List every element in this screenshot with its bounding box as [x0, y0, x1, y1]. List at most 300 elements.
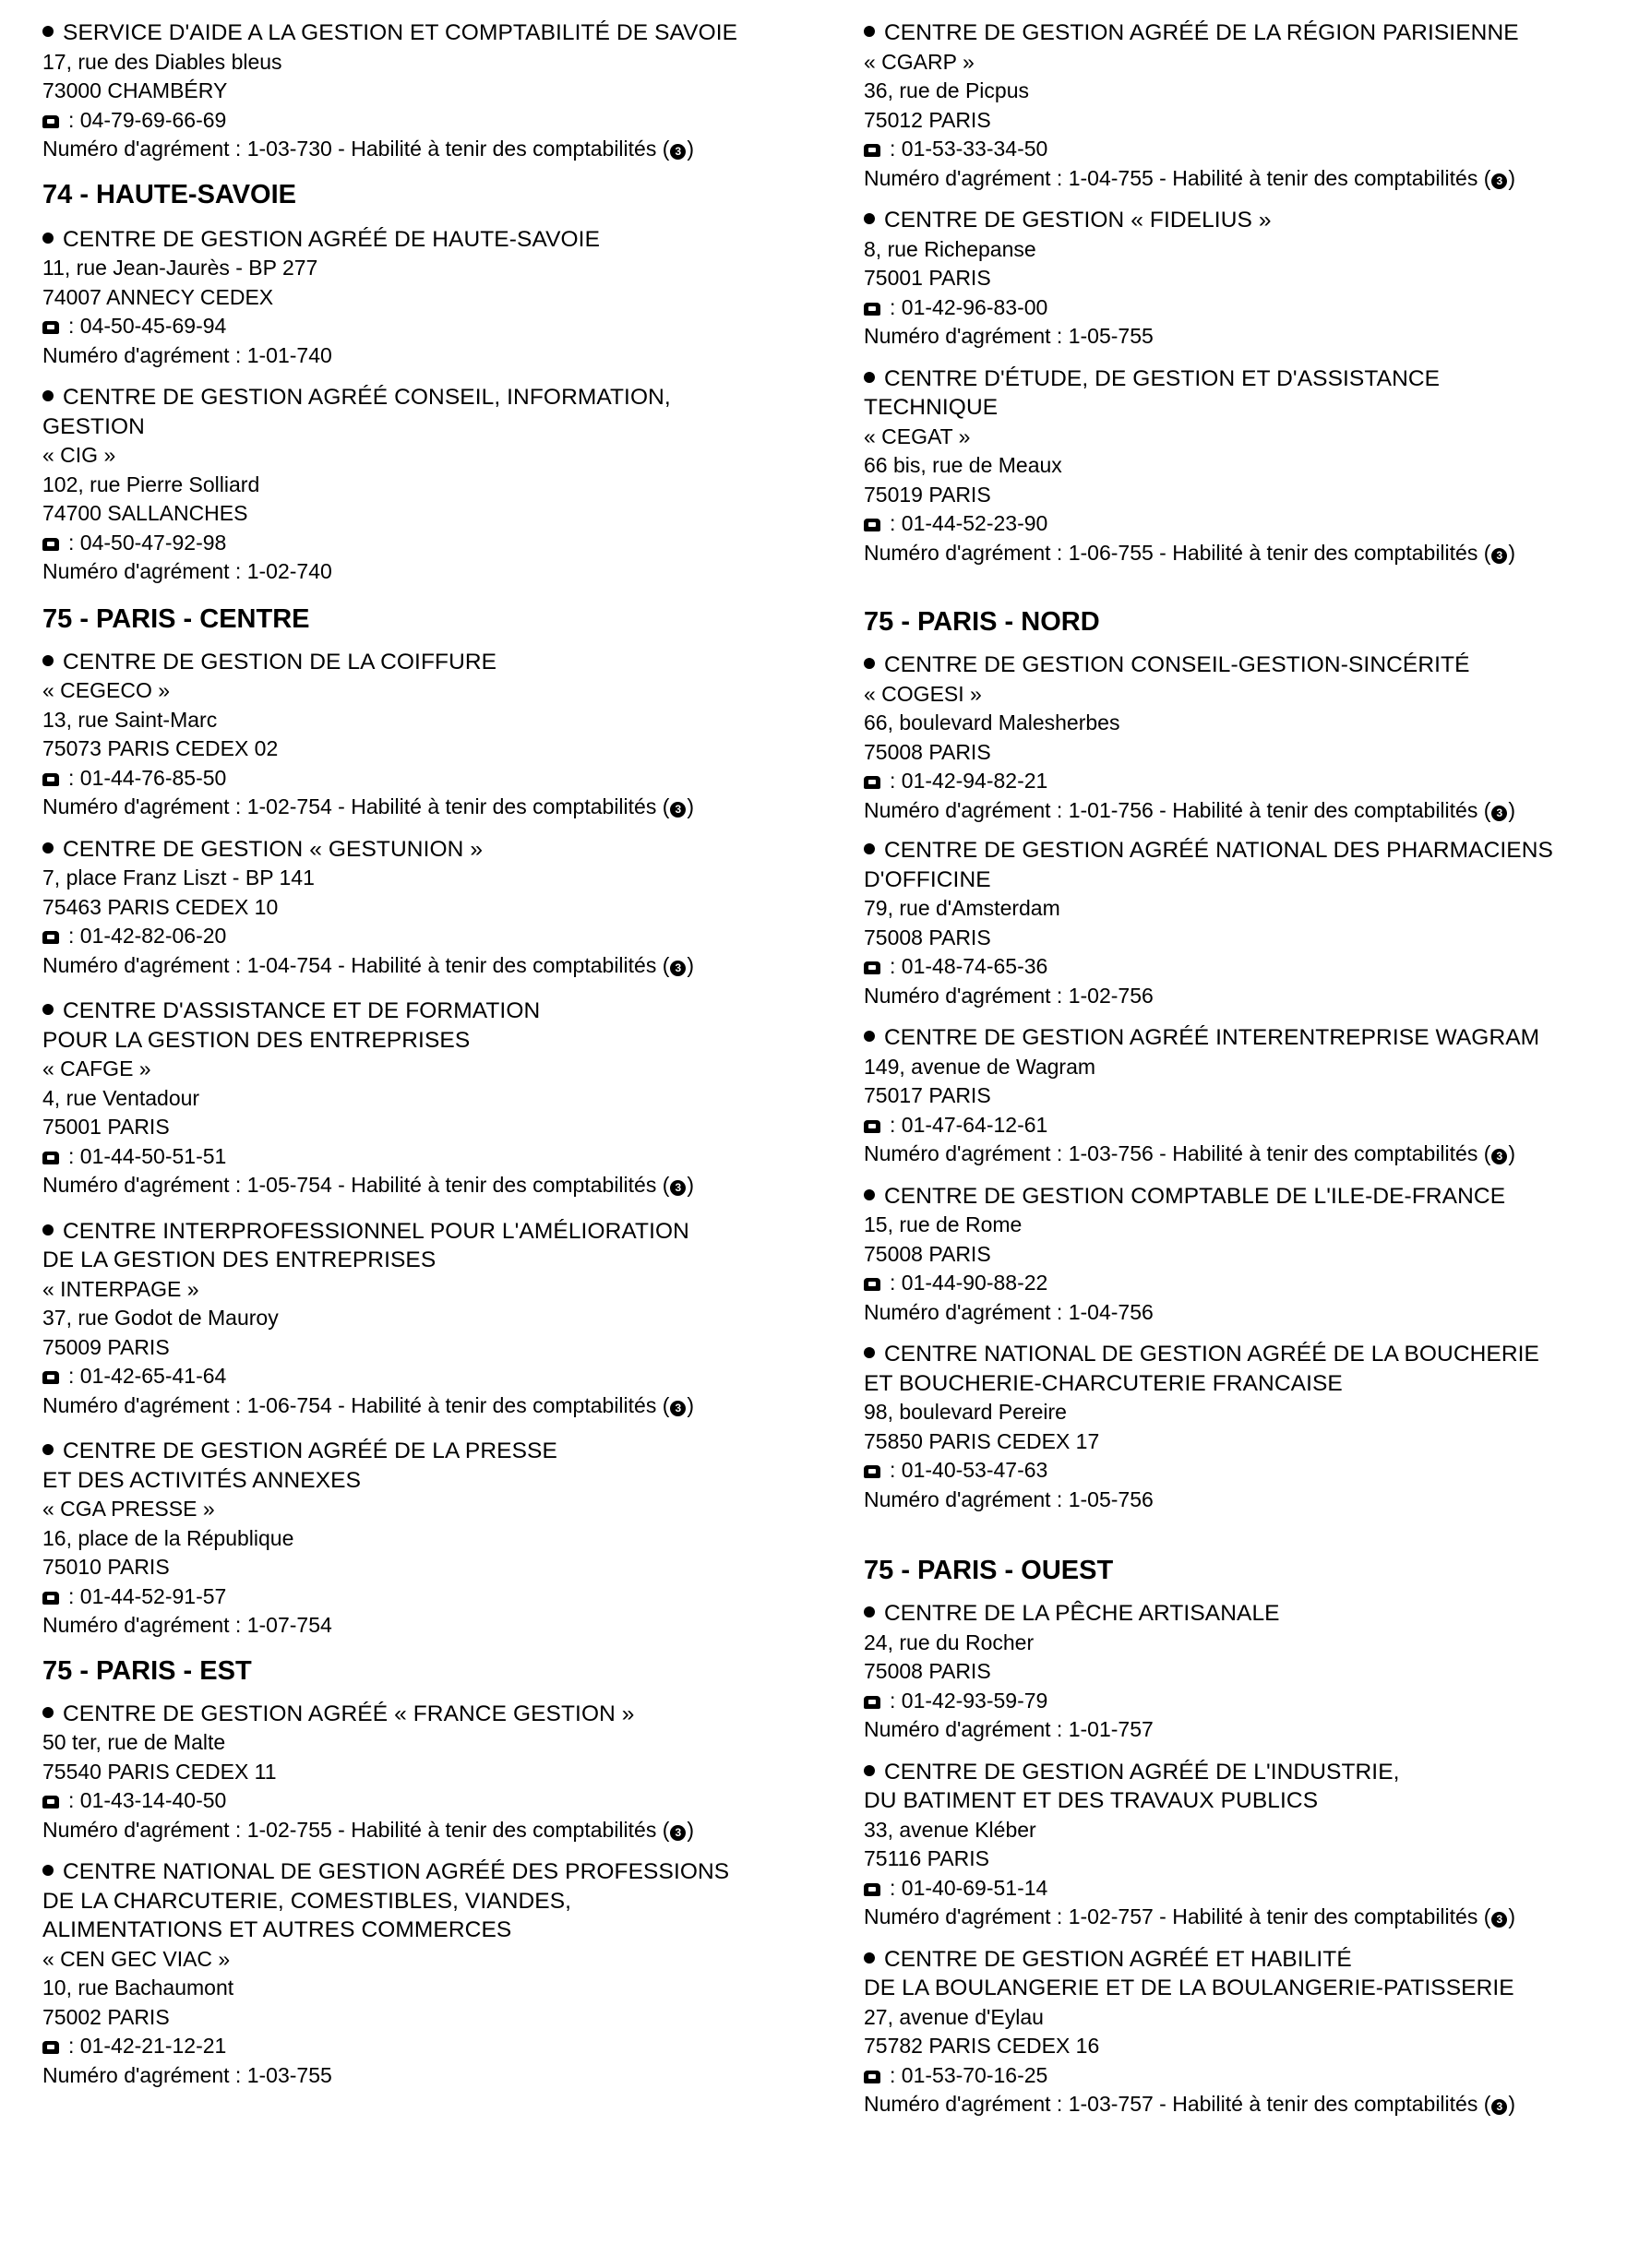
- entry-name-line: [864, 1369, 1621, 1399]
- address-line: 33, avenue Kléber: [864, 1817, 1036, 1842]
- entry-name: ALIMENTATIONS ET AUTRES COMMERCES: [42, 1917, 512, 1942]
- section-heading: 75 - PARIS - CENTRE: [42, 603, 310, 634]
- address-line: 75540 PARIS CEDEX 11: [42, 1759, 277, 1784]
- circled-number-icon: 3: [1491, 548, 1507, 564]
- phone-prefix: :: [68, 314, 80, 338]
- address-line: 75019 PARIS: [864, 482, 991, 507]
- phone-number: 01-53-70-16-25: [901, 2062, 1048, 2087]
- entry-name: ET DES ACTIVITÉS ANNEXES: [42, 1467, 362, 1493]
- circled-number-icon: 3: [670, 144, 686, 160]
- entry-name: CENTRE INTERPROFESSIONNEL POUR L'AMÉLIORATION: [63, 1218, 689, 1244]
- directory-entry: [42, 1437, 836, 1641]
- phone-number: 01-42-94-82-21: [901, 769, 1048, 793]
- phone-prefix: :: [68, 1788, 80, 1812]
- entry-name-line: [864, 364, 1621, 394]
- phone-prefix: :: [890, 1688, 902, 1713]
- phone-line: [42, 106, 836, 136]
- bullet-icon: [42, 1444, 54, 1455]
- agrement-line: [864, 164, 1621, 194]
- phone-number: 01-40-53-47-63: [901, 1458, 1048, 1482]
- entry-name: POUR LA GESTION DES ENTREPRISES: [42, 1027, 471, 1053]
- agrement-line: [864, 1715, 1621, 1745]
- phone-icon: [864, 519, 880, 531]
- phone-icon: [42, 2041, 59, 2054]
- phone-number: 01-43-14-40-50: [79, 1788, 227, 1812]
- bullet-icon: [42, 1707, 54, 1718]
- agrement-line: [42, 557, 836, 587]
- section-heading: 75 - PARIS - NORD: [864, 607, 1100, 637]
- agrement-text: Numéro d'agrément : 1-05-755: [864, 324, 1154, 348]
- address-line: 75116 PARIS: [864, 1846, 989, 1870]
- address-line: 75010 PARIS: [42, 1555, 170, 1579]
- phone-prefix: :: [890, 137, 902, 161]
- directory-entry: [42, 1857, 836, 2090]
- address-line: 75073 PARIS CEDEX 02: [42, 736, 279, 760]
- entry-name-line: [42, 383, 836, 412]
- phone-line: [864, 1456, 1621, 1486]
- entry-name: CENTRE DE GESTION COMPTABLE DE L'ILE-DE-FRANCE: [884, 1183, 1506, 1209]
- entry-name-line: [864, 836, 1621, 865]
- section-heading: 74 - HAUTE-SAVOIE: [42, 179, 297, 209]
- agrement-line: [864, 1298, 1621, 1328]
- entry-name-line: [42, 1217, 836, 1247]
- directory-entry: [864, 1945, 1621, 2119]
- bullet-icon: [864, 372, 875, 383]
- entry-name-line: [42, 835, 836, 865]
- entry-name-line: [42, 1466, 836, 1496]
- left-column: [42, 18, 836, 2090]
- entry-name-line: [864, 1340, 1621, 1369]
- address-line: 27, avenue d'Eylau: [864, 2004, 1044, 2029]
- closing-paren: ): [1508, 1904, 1516, 1928]
- address-line: « CEGAT »: [864, 424, 971, 448]
- entry-name-line: [42, 18, 836, 48]
- bullet-icon: [864, 1031, 875, 1042]
- address-line: 74700 SALLANCHES: [42, 501, 248, 525]
- agrement-line: [864, 2090, 1621, 2119]
- entry-name: TECHNIQUE: [864, 395, 999, 420]
- entry-name: CENTRE DE GESTION AGRÉÉ NATIONAL DES PHARMACIENS: [884, 838, 1553, 863]
- address-line: 75008 PARIS: [864, 1659, 991, 1683]
- phone-number: 01-44-76-85-50: [79, 765, 227, 790]
- phone-prefix: :: [68, 107, 80, 132]
- bullet-icon: [42, 390, 54, 401]
- agrement-text: Numéro d'agrément : 1-04-756: [864, 1299, 1154, 1324]
- phone-number: 04-79-69-66-69: [79, 107, 227, 132]
- agrement-text: Numéro d'agrément : 1-03-730 - Habilité à tenir des comptabilités (: [42, 137, 670, 161]
- phone-prefix: :: [890, 511, 902, 535]
- agrement-line: [42, 1611, 836, 1641]
- phone-line: [864, 1874, 1621, 1904]
- phone-icon: [864, 144, 880, 157]
- entry-name: CENTRE D'ASSISTANCE ET DE FORMATION: [63, 998, 541, 1023]
- address-line: 75463 PARIS CEDEX 10: [42, 894, 279, 919]
- phone-prefix: :: [890, 1112, 902, 1137]
- entry-name-line: [42, 648, 836, 677]
- bullet-icon: [42, 26, 54, 37]
- entry-name: DE LA GESTION DES ENTREPRISES: [42, 1247, 437, 1272]
- agrement-text: Numéro d'agrément : 1-02-740: [42, 559, 332, 583]
- entry-name: CENTRE NATIONAL DE GESTION AGRÉÉ DES PROFESSIONS: [63, 1859, 730, 1884]
- agrement-line: [42, 341, 836, 371]
- address-line: « CAFGE »: [42, 1056, 151, 1080]
- entry-name: CENTRE DE GESTION « GESTUNION »: [63, 836, 484, 862]
- agrement-text: Numéro d'agrément : 1-01-757: [864, 1717, 1154, 1741]
- phone-icon: [864, 2071, 880, 2083]
- agrement-line: [864, 539, 1621, 568]
- address-line: 75001 PARIS: [864, 266, 991, 290]
- entry-name: ET BOUCHERIE-CHARCUTERIE FRANCAISE: [864, 1370, 1343, 1396]
- entry-name: CENTRE DE GESTION « FIDELIUS »: [884, 208, 1272, 233]
- phone-number: 01-42-93-59-79: [901, 1688, 1048, 1713]
- right-column: [864, 18, 1621, 2119]
- agrement-text: Numéro d'agrément : 1-02-754 - Habilité à tenir des comptabilités (: [42, 794, 670, 818]
- agrement-text: Numéro d'agrément : 1-02-755 - Habilité à tenir des comptabilités (: [42, 1817, 670, 1842]
- address-line: « COGESI »: [864, 681, 982, 706]
- phone-line: [42, 1582, 836, 1612]
- circled-number-icon: 3: [1491, 806, 1507, 821]
- phone-number: 04-50-47-92-98: [79, 530, 227, 555]
- section-heading: 75 - PARIS - OUEST: [864, 1556, 1114, 1585]
- phone-line: [864, 1269, 1621, 1298]
- entry-name-line: [42, 997, 836, 1026]
- agrement-line: [864, 1140, 1621, 1169]
- agrement-text: Numéro d'agrément : 1-06-755 - Habilité à tenir des comptabilités (: [864, 540, 1491, 565]
- bullet-icon: [42, 1865, 54, 1876]
- phone-line: [42, 1786, 836, 1816]
- circled-number-icon: 3: [670, 1825, 686, 1841]
- entry-name: CENTRE DE GESTION AGRÉÉ « FRANCE GESTION »: [63, 1701, 635, 1726]
- circled-number-icon: 3: [1491, 173, 1507, 189]
- address-line: 66, boulevard Malesherbes: [864, 710, 1120, 734]
- agrement-line: [864, 796, 1621, 826]
- address-line: 24, rue du Rocher: [864, 1629, 1035, 1654]
- agrement-line: [42, 1171, 836, 1200]
- phone-number: 01-42-65-41-64: [79, 1364, 227, 1388]
- address-line: 15, rue de Rome: [864, 1212, 1023, 1236]
- closing-paren: ): [1508, 1141, 1516, 1165]
- circled-number-icon: 3: [1491, 2099, 1507, 2115]
- address-line: 75012 PARIS: [864, 107, 991, 132]
- directory-entry: [42, 648, 836, 822]
- phone-number: 01-48-74-65-36: [901, 954, 1048, 978]
- phone-icon: [864, 776, 880, 789]
- bullet-icon: [864, 658, 875, 669]
- entry-name: CENTRE DE GESTION DE LA COIFFURE: [63, 649, 497, 674]
- entry-name-line: [42, 1857, 836, 1887]
- directory-entry: [864, 1599, 1621, 1745]
- directory-entry: [864, 18, 1621, 193]
- phone-icon: [864, 1278, 880, 1291]
- entry-name: CENTRE DE GESTION AGRÉÉ ET HABILITÉ: [884, 1946, 1352, 1972]
- entry-name-line: [864, 206, 1621, 235]
- entry-name: CENTRE DE GESTION CONSEIL-GESTION-SINCÉRITÉ: [884, 652, 1470, 677]
- phone-prefix: :: [890, 769, 902, 793]
- phone-icon: [42, 1796, 59, 1808]
- entry-name: GESTION: [42, 413, 145, 439]
- phone-icon: [42, 115, 59, 128]
- bullet-icon: [864, 1606, 875, 1617]
- phone-prefix: :: [68, 765, 80, 790]
- bullet-icon: [42, 1004, 54, 1015]
- address-line: 75009 PARIS: [42, 1334, 170, 1359]
- phone-line: [864, 135, 1621, 164]
- agrement-text: Numéro d'agrément : 1-02-757 - Habilité à tenir des comptabilités (: [864, 1904, 1491, 1928]
- entry-name-line: [864, 1182, 1621, 1212]
- entry-name: DE LA CHARCUTERIE, COMESTIBLES, VIANDES,: [42, 1888, 572, 1914]
- phone-prefix: :: [890, 2062, 902, 2087]
- phone-line: [864, 952, 1621, 982]
- bullet-icon: [42, 1224, 54, 1235]
- entry-name-line: [864, 18, 1621, 48]
- address-line: 17, rue des Diables bleus: [42, 49, 282, 74]
- phone-number: 01-42-82-06-20: [79, 924, 227, 948]
- address-line: 75782 PARIS CEDEX 16: [864, 2034, 1100, 2058]
- phone-number: 01-53-33-34-50: [901, 137, 1048, 161]
- directory-entry: [864, 1758, 1621, 1932]
- entry-name-line: [864, 865, 1621, 895]
- closing-paren: ): [1508, 540, 1516, 565]
- entry-name-line: [42, 1700, 836, 1729]
- phone-line: [864, 293, 1621, 323]
- phone-line: [864, 767, 1621, 796]
- address-line: « CGARP »: [864, 49, 975, 74]
- phone-prefix: :: [890, 1271, 902, 1295]
- address-line: 37, rue Godot de Mauroy: [42, 1306, 279, 1330]
- address-line: 75002 PARIS: [42, 2004, 170, 2029]
- closing-paren: ): [687, 794, 695, 818]
- entry-name-line: [864, 1599, 1621, 1629]
- phone-prefix: :: [68, 1583, 80, 1608]
- entry-name-line: [864, 1945, 1621, 1975]
- phone-line: [42, 764, 836, 794]
- phone-icon: [42, 1371, 59, 1384]
- agrement-text: Numéro d'agrément : 1-07-754: [42, 1613, 332, 1637]
- entry-name-line: [42, 1437, 836, 1466]
- agrement-text: Numéro d'agrément : 1-02-756: [864, 983, 1154, 1008]
- phone-icon: [864, 1120, 880, 1133]
- bullet-icon: [864, 26, 875, 37]
- phone-icon: [42, 321, 59, 334]
- entry-name-line: [864, 1786, 1621, 1816]
- phone-icon: [42, 1592, 59, 1605]
- address-line: 4, rue Ventadour: [42, 1085, 200, 1110]
- directory-entry: [42, 225, 836, 371]
- address-line: 10, rue Bachaumont: [42, 1976, 234, 1999]
- phone-icon: [864, 1883, 880, 1896]
- phone-icon: [42, 538, 59, 551]
- phone-icon: [864, 1696, 880, 1709]
- address-line: « CGA PRESSE »: [42, 1497, 215, 1521]
- circled-number-icon: 3: [670, 1180, 686, 1196]
- agrement-text: Numéro d'agrément : 1-03-755: [42, 2062, 332, 2087]
- directory-entry: [864, 1023, 1621, 1169]
- phone-icon: [864, 303, 880, 316]
- agrement-line: [42, 135, 836, 164]
- bullet-icon: [864, 1189, 875, 1200]
- phone-prefix: :: [68, 1364, 80, 1388]
- phone-number: 04-50-45-69-94: [79, 314, 227, 338]
- address-line: 8, rue Richepanse: [864, 236, 1036, 261]
- directory-entry: [864, 651, 1621, 825]
- phone-prefix: :: [68, 530, 80, 555]
- closing-paren: ): [1508, 165, 1516, 190]
- entry-name: D'OFFICINE: [864, 866, 991, 892]
- circled-number-icon: 3: [1491, 1912, 1507, 1928]
- entry-name: CENTRE DE GESTION AGRÉÉ INTERENTREPRISE WAGRAM: [884, 1025, 1540, 1050]
- entry-name: CENTRE DE GESTION AGRÉÉ DE HAUTE-SAVOIE: [63, 226, 601, 252]
- closing-paren: ): [1508, 797, 1516, 822]
- agrement-line: [864, 1486, 1621, 1515]
- agrement-text: Numéro d'agrément : 1-05-756: [864, 1486, 1154, 1511]
- phone-line: [42, 1362, 836, 1391]
- address-line: 73000 CHAMBÉRY: [42, 78, 228, 102]
- phone-number: 01-44-52-23-90: [901, 511, 1048, 535]
- phone-line: [42, 529, 836, 558]
- closing-paren: ): [687, 1817, 695, 1842]
- closing-paren: ): [1508, 2092, 1516, 2116]
- agrement-text: Numéro d'agrément : 1-04-755 - Habilité à tenir des comptabilités (: [864, 165, 1491, 190]
- phone-icon: [42, 1152, 59, 1164]
- phone-icon: [864, 1465, 880, 1478]
- address-line: 11, rue Jean-Jaurès - BP 277: [42, 256, 318, 280]
- entry-name-line: [42, 1887, 836, 1916]
- bullet-icon: [864, 843, 875, 854]
- entry-name-line: [864, 393, 1621, 423]
- agrement-text: Numéro d'agrément : 1-05-754 - Habilité à tenir des comptabilités (: [42, 1173, 670, 1197]
- agrement-line: [864, 322, 1621, 352]
- agrement-text: Numéro d'agrément : 1-01-756 - Habilité à tenir des comptabilités (: [864, 797, 1491, 822]
- directory-entry: [864, 1182, 1621, 1328]
- directory-entry: [42, 997, 836, 1200]
- entry-name: CENTRE DE GESTION AGRÉÉ CONSEIL, INFORMATION,: [63, 385, 671, 410]
- address-line: 79, rue d'Amsterdam: [864, 896, 1060, 920]
- agrement-text: Numéro d'agrément : 1-03-757 - Habilité à tenir des comptabilités (: [864, 2092, 1491, 2116]
- address-line: « INTERPAGE »: [42, 1276, 199, 1301]
- circled-number-icon: 3: [670, 961, 686, 976]
- address-line: 75850 PARIS CEDEX 17: [864, 1428, 1100, 1453]
- phone-number: 01-42-21-12-21: [79, 2034, 227, 2058]
- phone-prefix: :: [68, 2034, 80, 2058]
- phone-icon: [42, 773, 59, 786]
- entry-name: CENTRE NATIONAL DE GESTION AGRÉÉ DE LA BOUCHERIE: [884, 1342, 1539, 1367]
- address-line: 16, place de la République: [42, 1525, 294, 1550]
- agrement-line: [42, 1391, 836, 1421]
- address-line: 75008 PARIS: [864, 925, 991, 949]
- address-line: 102, rue Pierre Solliard: [42, 472, 260, 496]
- directory-entry: [864, 836, 1621, 1010]
- entry-name: CENTRE DE GESTION AGRÉÉ DE LA RÉGION PARISIENNE: [884, 20, 1519, 45]
- agrement-line: [42, 793, 836, 822]
- phone-number: 01-42-96-83-00: [901, 294, 1048, 319]
- bullet-icon: [864, 1765, 875, 1776]
- entry-name-line: [42, 1916, 836, 1945]
- entry-name: CENTRE DE GESTION AGRÉÉ DE L'INDUSTRIE,: [884, 1759, 1400, 1785]
- phone-line: [864, 1687, 1621, 1716]
- entry-name-line: [864, 651, 1621, 680]
- address-line: 74007 ANNECY CEDEX: [42, 284, 274, 309]
- entry-name: CENTRE D'ÉTUDE, DE GESTION ET D'ASSISTANCE: [884, 365, 1441, 391]
- phone-line: [42, 2032, 836, 2061]
- address-line: « CIG »: [42, 443, 116, 467]
- phone-line: [42, 312, 836, 341]
- entry-name-line: [42, 1026, 836, 1056]
- address-line: 75008 PARIS: [864, 1241, 991, 1266]
- agrement-text: Numéro d'agrément : 1-01-740: [42, 342, 332, 367]
- directory-entry: [864, 206, 1621, 352]
- phone-number: 01-44-50-51-51: [79, 1143, 227, 1168]
- agrement-text: Numéro d'agrément : 1-06-754 - Habilité à tenir des comptabilités (: [42, 1392, 670, 1417]
- phone-number: 01-47-64-12-61: [901, 1112, 1048, 1137]
- closing-paren: ): [687, 1173, 695, 1197]
- agrement-line: [42, 951, 836, 981]
- closing-paren: ): [687, 137, 695, 161]
- phone-line: [864, 509, 1621, 539]
- phone-line: [42, 1142, 836, 1172]
- phone-prefix: :: [890, 1458, 902, 1482]
- section-heading: 75 - PARIS - EST: [42, 1655, 252, 1686]
- bullet-icon: [864, 1347, 875, 1358]
- phone-icon: [42, 931, 59, 944]
- directory-entry: [42, 18, 836, 164]
- address-line: 75001 PARIS: [42, 1115, 170, 1139]
- address-line: 149, avenue de Wagram: [864, 1054, 1096, 1079]
- phone-number: 01-44-52-91-57: [79, 1583, 227, 1608]
- phone-line: [42, 922, 836, 951]
- phone-line: [864, 1111, 1621, 1140]
- closing-paren: ): [687, 952, 695, 977]
- agrement-line: [864, 982, 1621, 1011]
- entry-name-line: [864, 1023, 1621, 1053]
- agrement-line: [42, 2061, 836, 2091]
- entry-name-line: [42, 412, 836, 442]
- phone-prefix: :: [68, 1143, 80, 1168]
- entry-name: CENTRE DE LA PÊCHE ARTISANALE: [884, 1601, 1280, 1626]
- circled-number-icon: 3: [1491, 1149, 1507, 1164]
- phone-icon: [864, 961, 880, 974]
- phone-prefix: :: [890, 954, 902, 978]
- directory-entry: [42, 835, 836, 981]
- entry-name-line: [864, 1974, 1621, 2003]
- phone-prefix: :: [890, 294, 902, 319]
- agrement-text: Numéro d'agrément : 1-03-756 - Habilité à tenir des comptabilités (: [864, 1141, 1491, 1165]
- entry-name: SERVICE D'AIDE A LA GESTION ET COMPTABILITÉ DE SAVOIE: [63, 20, 738, 45]
- phone-number: 01-40-69-51-14: [901, 1875, 1048, 1900]
- agrement-line: [42, 1816, 836, 1845]
- address-line: 50 ter, rue de Malte: [42, 1730, 226, 1754]
- address-line: 75008 PARIS: [864, 739, 991, 764]
- agrement-text: Numéro d'agrément : 1-04-754 - Habilité à tenir des comptabilités (: [42, 952, 670, 977]
- circled-number-icon: 3: [670, 1401, 686, 1416]
- closing-paren: ): [687, 1392, 695, 1417]
- directory-entry: [42, 1217, 836, 1421]
- entry-name: DE LA BOULANGERIE ET DE LA BOULANGERIE-PATISSERIE: [864, 1976, 1514, 2000]
- bullet-icon: [42, 233, 54, 244]
- address-line: 36, rue de Picpus: [864, 78, 1030, 102]
- phone-line: [864, 2061, 1621, 2091]
- directory-entry: [42, 383, 836, 587]
- phone-prefix: :: [890, 1875, 902, 1900]
- address-line: 98, boulevard Pereire: [864, 1400, 1067, 1424]
- address-line: « CEGECO »: [42, 678, 171, 702]
- entry-name: CENTRE DE GESTION AGRÉÉ DE LA PRESSE: [63, 1438, 557, 1463]
- circled-number-icon: 3: [670, 802, 686, 818]
- bullet-icon: [42, 655, 54, 666]
- address-line: « CEN GEC VIAC »: [42, 1946, 231, 1971]
- entry-name-line: [42, 225, 836, 255]
- bullet-icon: [42, 842, 54, 853]
- entry-name: DU BATIMENT ET DES TRAVAUX PUBLICS: [864, 1788, 1319, 1813]
